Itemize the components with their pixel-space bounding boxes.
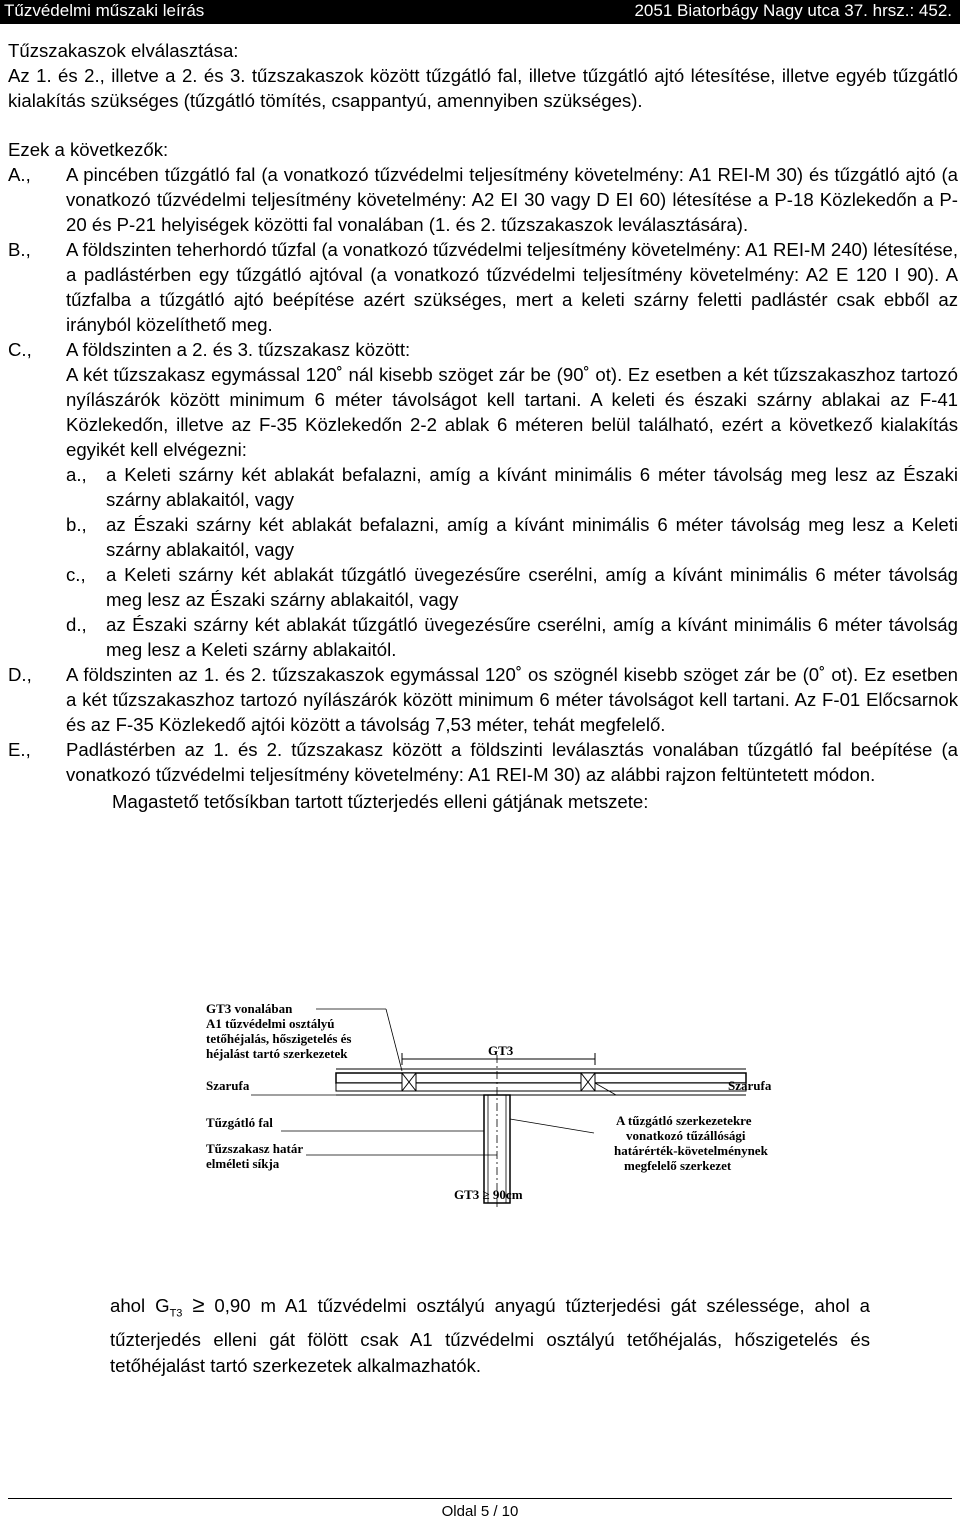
label-req-4: megfelelő szerkezet: [624, 1158, 732, 1173]
definition-paragraph: [110, 1292, 870, 1379]
item-text: A földszinten az 1. és 2. tűzszakaszok egymással 120˚ os szögnél kisebb szöget zár be (0˚ ot). Ez esetben a két tűzszakaszhoz tartozó nyílászárók között minimum 6 méter távolságot kell tartani. Az F-01 Előcsarnok és az F-35 Közlekedő ajtói között a távolság 7,53 méter, tehát megfelelő.: [66, 664, 958, 735]
section-drawing: [196, 995, 796, 1210]
roof-slab: [336, 1069, 746, 1095]
greater-equal-symbol: ≥: [192, 1292, 205, 1317]
page-header: [0, 0, 960, 24]
list-item-e: [8, 737, 958, 787]
sub-item-label: c.,: [66, 564, 86, 585]
label-req-3: határérték-követelménynek: [614, 1143, 768, 1158]
label-class-3: héjalást tartó szerkezetek: [206, 1046, 348, 1061]
list-item-d: [8, 662, 958, 737]
footer-divider: [8, 1498, 952, 1499]
sub-item-label: d.,: [66, 614, 87, 635]
document-body: [8, 38, 958, 814]
label-szarufa-right: Szarufa: [728, 1078, 772, 1093]
label-class-1: A1 tűzvédelmi osztályú: [206, 1016, 335, 1031]
list-item-a: [8, 162, 958, 237]
label-border-1: Tűzszakasz határ: [206, 1141, 304, 1156]
section-title: Tűzszakaszok elválasztása:: [8, 40, 239, 61]
section-drawing-svg: [196, 995, 796, 1210]
rafter-left: [402, 1073, 416, 1091]
label-szarufa-left: Szarufa: [206, 1078, 250, 1093]
section-intro: Az 1. és 2., illetve a 2. és 3. tűzszakaszok között tűzgátló fal, illetve tűzgátló ajtó létesítése, illetve egyéb tűzgátló kialakítás szükséges (tűzgátló tömítés, csappantyú, amennyiben szükséges).: [8, 65, 958, 111]
document-address: 2051 Biatorbágy Nagy utca 37. hrsz.: 452.: [634, 1, 952, 20]
item-text: A földszinten teherhordó tűzfal (a vonatkozó tűzvédelmi teljesítmény követelmény: A1 REI-M 240) létesítése, a padlástérben egy tűzgátló ajtóval (a vonatkozó tűzvédelmi teljesítmény követelmény: A2 E 120 I 90). A tűzfalba a tűzgátló ajtó beépítése azért szükséges, mert a keleti szárny feletti padlástér csak ebből az irányból közelíthető meg.: [66, 239, 958, 335]
item-text: Padlástérben az 1. és 2. tűzszakasz között a földszinti leválasztás vonalában tűzgátló fal beépítése (a vonatkozó tűzvédelmi teljesítmény követelmény: A1 REI-M 30) az alábbi rajzon feltüntetett módon.: [66, 739, 958, 785]
sub-item-d: [8, 612, 958, 662]
sub-item-c: [8, 562, 958, 612]
definition-subscript: T3: [169, 1307, 183, 1320]
item-label: A.,: [8, 164, 31, 185]
item-label: E.,: [8, 739, 31, 760]
figure-caption: Magastető tetősíkban tartott tűzterjedés elleni gátjának metszete:: [112, 791, 649, 812]
definition-text: 0,90 m A1 tűzvédelmi osztályú anyagú tűzterjedési gát szélessége, ahol a tűzterjedés elleni gát fölött csak A1 tűzvédelmi osztályú tetőhéjalás, hőszigetelés és tetőhéjalást tartó szerkezetek alkalmazhatók.: [110, 1295, 870, 1376]
label-class-2: tetőhéjalás, hőszigetelés és: [206, 1031, 352, 1046]
sub-item-text: a Keleti szárny két ablakát tűzgátló üvegezésűre cserélni, amíg a kívánt minimális 6 méter távolság meg lesz az Északi szárny ablakaitól, vagy: [106, 564, 958, 610]
item-text: A pincében tűzgátló fal (a vonatkozó tűzvédelmi teljesítmény követelmény: A1 REI-M 30) és tűzgátló ajtó (a vonatkozó tűzvédelmi teljesítmény követelmény: A2 EI 30 vagy D EI 60) létesítése a P-18 Közlekedőn a P-20 és P-21 helyiségek közötti fal vonalában (1. és 2. tűzszakaszok leválasztására).: [66, 164, 958, 235]
label-wall: Tűzgátló fal: [206, 1115, 273, 1130]
document-title: Tűzvédelmi műszaki leírás: [4, 1, 205, 20]
item-heading: A földszinten a 2. és 3. tűzszakasz között:: [66, 339, 411, 360]
definition-prefix: ahol G: [110, 1295, 170, 1316]
item-label: C.,: [8, 339, 32, 360]
label-gt3-top: GT3: [488, 1043, 514, 1058]
sub-item-label: a.,: [66, 464, 87, 485]
sub-item-text: az Északi szárny két ablakát befalazni, amíg a kívánt minimális 6 méter távolság meg lesz a Keleti szárny ablakaitól, vagy: [106, 514, 958, 560]
sub-item-text: a Keleti szárny két ablakát befalazni, amíg a kívánt minimális 6 méter távolság meg lesz az Északi szárny ablakaitól, vagy: [106, 464, 958, 510]
rafter-right: [581, 1073, 595, 1091]
list-intro: Ezek a következők:: [8, 139, 169, 160]
label-border-2: elméleti síkja: [206, 1156, 280, 1171]
sub-item-label: b.,: [66, 514, 87, 535]
page-number: Oldal 5 / 10: [441, 1503, 519, 1520]
item-text: A két tűzszakasz egymással 120˚ nál kisebb szöget zár be (90˚ ot). Ez esetben a két tűzszakaszhoz tartozó nyílászárók között minimum 6 méter távolságot kell tartani. A keleti és északi szárny ablakai az F-41 Közlekedőn, illetve az F-35 Közlekedőn 2-2 ablak 6 méteren belül található, ezért a következő kialakítás egyikét kell elvégezni:: [66, 364, 958, 460]
sub-item-a: [8, 462, 958, 512]
item-label: B.,: [8, 239, 31, 260]
list-item-b: [8, 237, 958, 337]
label-gt3-line: GT3 vonalában: [206, 1001, 293, 1016]
label-req-1: A tűzgátló szerkezetekre: [616, 1113, 752, 1128]
label-gt3-bottom: GT3 ≥ 90cm: [454, 1187, 523, 1202]
sub-item-text: az Északi szárny két ablakát tűzgátló üvegezésűre cserélni, amíg a kívánt minimális 6 méter távolság meg lesz a Keleti szárny ablakaitól.: [106, 614, 958, 660]
label-req-2: vonatkozó tűzállósági: [626, 1128, 746, 1143]
item-label: D.,: [8, 664, 32, 685]
sub-item-b: [8, 512, 958, 562]
list-item-c: [8, 337, 958, 462]
